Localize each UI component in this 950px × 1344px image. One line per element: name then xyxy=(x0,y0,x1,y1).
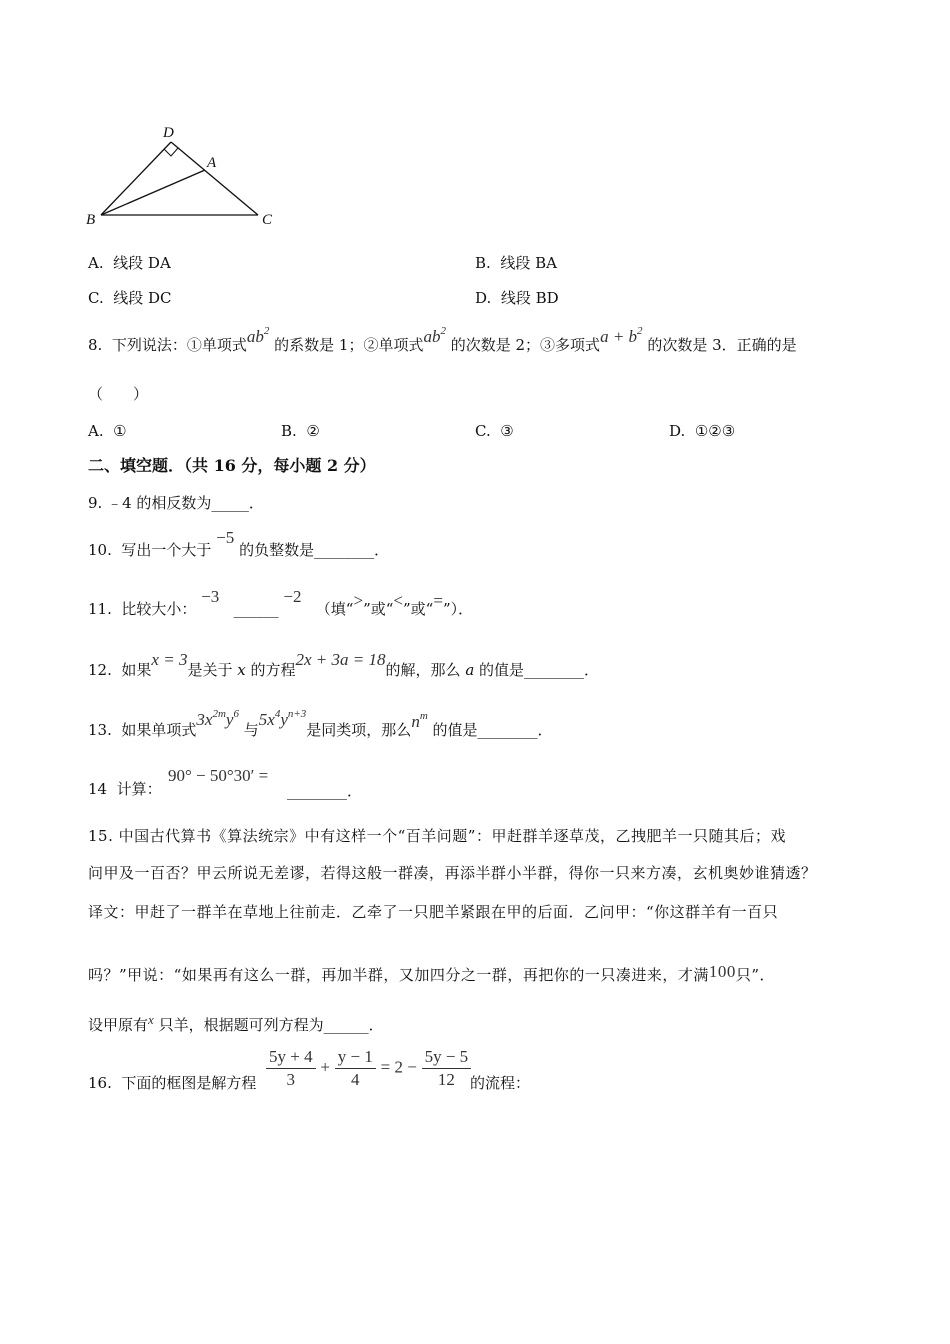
q14-blank: ________． xyxy=(287,782,363,800)
section-2-title: 二、填空题．（共 16 分，每小题 2 分） xyxy=(88,456,376,475)
q10: 10. 写出一个大于 −5 的负整数是________． xyxy=(88,528,390,559)
q16-fraction-3: $\frac{5y - 5}{12}$ xyxy=(422,1046,472,1091)
q7-option-a: A. 线段 DA xyxy=(88,254,171,272)
label-c: C xyxy=(262,212,273,228)
q13: 13. 如果单项式$3x^{2m}y^6$ 与$5x^4y^{n+3}$是同类项，那么$n^m$ 的值是________． xyxy=(88,708,553,739)
q16-label: 16. 下面的框图是解方程 xyxy=(88,1074,257,1092)
q11: 11. 比较大小： −3 ______ −2 （填“>”或“<”或“=”）． xyxy=(88,587,474,618)
q10-math: −5 xyxy=(216,528,235,547)
right-angle-mark xyxy=(164,148,178,156)
q16-fraction-1: $\frac{5y + 4}{3}$ xyxy=(266,1046,316,1091)
q15-line-5: 设甲原有x 只羊，根据题可列方程为______． xyxy=(88,1012,384,1034)
q8-stem: 8. 下列说法：①单项式$ab^2$ 的系数是 1；②单项式$ab^2$ 的次数是 2；③多项式$a + b^2$ 的次数是 3．正确的是 xyxy=(88,325,797,354)
q14-math: 90° − 50°30′ = xyxy=(168,766,269,785)
label-b: B xyxy=(86,212,96,228)
segment-ba xyxy=(101,170,205,215)
q7-option-d: D. 线段 BD xyxy=(475,289,559,307)
label-d: D xyxy=(163,125,174,141)
label-a: A xyxy=(207,155,217,171)
triangle-figure xyxy=(80,120,290,235)
q8-option-a: A. ① xyxy=(88,422,127,440)
q16-equation: $\frac{5y + 4}{3}$ + $\frac{y - 1}{4}$ = 2 − $\frac{5y - 5}{12}$ xyxy=(266,1046,471,1091)
q8-option-b: B. ② xyxy=(281,422,320,440)
q15-line-2: 问甲及一百否？甲云所说无差谬，若得这般一群凑，再添半群小半群，得你一只来方凑，玄机奥妙谁猜透？ xyxy=(88,864,817,882)
q16-after: 的流程： xyxy=(470,1074,531,1092)
q8-option-d: D. ①②③ xyxy=(669,422,736,440)
q8-option-c: C. ③ xyxy=(475,422,514,440)
q15-line-4: 吗？”甲说：“如果再有这么一群，再加半群，又加四分之一群，再把你的一只凑进来，才满100只”． xyxy=(88,962,776,984)
q15-line-1: 15. 中国古代算书《算法统宗》中有这样一个“百羊问题”：甲赶群羊逐草茂，乙拽肥羊一只随其后；戏 xyxy=(88,827,786,845)
q12: 12. 如果x = 3是关于 x 的方程2x + 3a = 18的解，那么 a 的值是________． xyxy=(88,650,600,679)
q14: 14 计算： xyxy=(88,780,162,798)
q9: 9. ﹣4 的相反数为_____． xyxy=(88,494,264,512)
q8-paren: （ ） xyxy=(88,385,149,403)
q7-option-b: B. 线段 BA xyxy=(475,254,557,272)
q15-line-3: 译文：甲赶了一群羊在草地上往前走．乙牵了一只肥羊紧跟在甲的后面．乙问甲：“你这群羊有一百只 xyxy=(88,903,779,921)
q7-option-c: C. 线段 DC xyxy=(88,289,172,307)
q16-fraction-2: $\frac{y - 1}{4}$ xyxy=(335,1046,376,1091)
segment-bd xyxy=(101,142,171,215)
